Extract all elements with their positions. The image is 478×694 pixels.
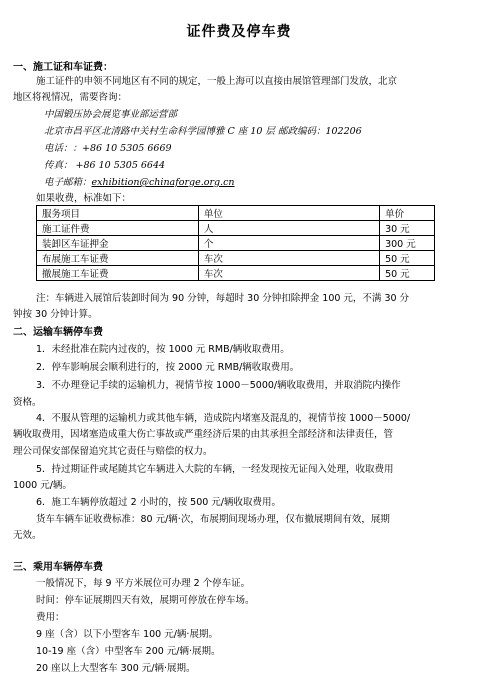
- s2-line: 理公司保安部保留追究其它责任与赔偿的权力。: [13, 446, 213, 457]
- table-row: [37, 236, 435, 251]
- s2-line: 2．停车影响展会顺利进行的，按 2000 元 RMB/辆收取费用。: [36, 362, 300, 373]
- table-row: [37, 221, 435, 236]
- table-header-cell: 单价: [380, 206, 435, 221]
- s1-note-line-1: 注：车辆进入展馆后装卸时间为 90 分钟，每超时 30 分钟扣除押金 100 元，不满 30 分: [36, 293, 410, 304]
- table-cell: 车次: [198, 251, 379, 266]
- table-row: [37, 251, 435, 266]
- s2-line: 6．施工车辆停放超过 2 小时的，按 500 元/辆收取费用。: [36, 497, 282, 508]
- table-cell: 300 元: [380, 236, 435, 251]
- table-cell: 施工证件费: [37, 221, 199, 236]
- s2-line: 1000 元/辆。: [13, 480, 72, 491]
- s3-line: 一般情况下，每 9 平方米展位可办理 2 个停车证。: [36, 578, 251, 589]
- s3-line: 10-19 座（含）中型客车 200 元/辆·展期。: [36, 646, 221, 657]
- table-cell: 车次: [198, 266, 379, 281]
- contact-phone: 电话：：+86 10 5305 6669: [44, 143, 172, 154]
- table-header-row: [37, 206, 435, 221]
- table-cell: 个: [198, 236, 379, 251]
- table-header-cell: 服务项目: [37, 206, 199, 221]
- s3-line: 20 座以上大型客车 300 元/辆·展期。: [36, 663, 196, 674]
- contact-address: 北京市昌平区北清路中关村生命科学园博雅 C 座 10 层 邮政编码：102206: [44, 126, 362, 137]
- s3-line: 时间：停车证展期四天有效，展期可停放在停车场。: [36, 595, 255, 606]
- s1-intro-line-2: 地区将视情况，需要咨询：: [13, 92, 128, 103]
- s2-line: 3．不办理登记手续的运输机力，视情节按 1000－5000/辆收取费用，并取消院内操作: [36, 380, 401, 391]
- contact-org: 中国锻压协会展览事业部运营部: [44, 109, 178, 120]
- section-3-heading: 三、乘用车辆停车费: [13, 562, 103, 573]
- s2-line: 5．持过期证件或尾随其它车辆进入大院的车辆，一经发现按无证闯入处理，收取费用: [36, 464, 394, 475]
- fee-table: [36, 205, 435, 281]
- s2-line: 辆收取费用，因堵塞造成重大伤亡事故或严重经济后果的由其承担全部经济和法律责任，管: [13, 429, 394, 440]
- contact-fax: 传真： +86 10 5305 6644: [44, 160, 166, 171]
- table-cell: 布展施工车证费: [37, 251, 199, 266]
- table-row: [37, 266, 435, 281]
- contact-email-row: [44, 174, 235, 188]
- s2-line: 资格。: [13, 397, 42, 408]
- fee-intro: 如果收费，标准如下：: [36, 193, 132, 204]
- table-cell: 50 元: [380, 266, 435, 281]
- s3-line: 9 座（含）以下小型客车 100 元/辆·展期。: [36, 629, 218, 640]
- contact-email-link[interactable]: exhibition@chinaforge.org.cn: [91, 177, 235, 188]
- s1-note-line-2: 钟按 30 分钟计算。: [13, 309, 98, 320]
- table-header-cell: 单位: [198, 206, 379, 221]
- table-cell: 装卸区车证押金: [37, 236, 199, 251]
- section-2-heading: 二、运输车辆停车费: [13, 327, 103, 338]
- s2-line: 货车车辆车证收费标准：80 元/辆·次，布展期间现场办理，仅布撤展期间有效，展期: [36, 514, 390, 525]
- s1-intro-line-1: 施工证件的申领不同地区有不同的规定，一般上海可以直接由展馆管理部门发放，北京: [36, 76, 398, 87]
- table-cell: 30 元: [380, 221, 435, 236]
- table-cell: 撤展施工车证费: [37, 266, 199, 281]
- s3-line: 费用：: [36, 612, 65, 623]
- contact-email-label: 电子邮箱：: [44, 177, 92, 188]
- s2-line: 4．不服从管理的运输机力或其他车辆，造成院内堵塞及混乱的，视情节按 1000－5000/: [36, 413, 411, 424]
- table-cell: 50 元: [380, 251, 435, 266]
- page-title: 证件费及停车费: [186, 24, 292, 40]
- s2-line: 1．未经批准在院内过夜的，按 1000 元 RMB/辆收取费用。: [36, 344, 290, 355]
- table-cell: 人: [198, 221, 379, 236]
- s2-line: 无效。: [13, 530, 42, 541]
- section-1-heading: 一、施工证和车证费：: [13, 62, 113, 73]
